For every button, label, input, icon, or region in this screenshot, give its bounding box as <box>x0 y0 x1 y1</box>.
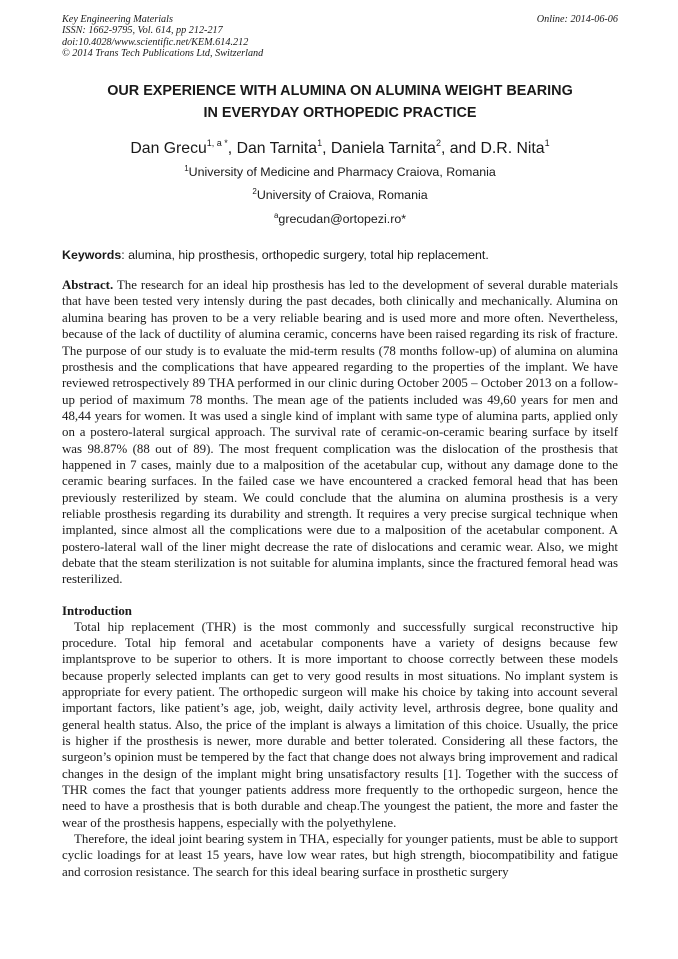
keywords-line <box>62 247 618 263</box>
journal-name: Key Engineering Materials <box>62 14 173 25</box>
author-affiliation-mark: 1 <box>317 137 323 148</box>
affiliation-text: University of Medicine and Pharmacy Craiova, Romania <box>188 164 496 179</box>
abstract-label: Abstract. <box>62 278 114 293</box>
paper-title <box>62 80 618 124</box>
introduction-heading: Introduction <box>62 603 132 618</box>
author-affiliation-mark: 1, a * <box>206 137 228 148</box>
affiliation-1 <box>62 159 618 183</box>
affiliation-2 <box>62 182 618 206</box>
introduction-paragraph-2: Therefore, the ideal joint bearing system in THA, especially for younger patients, must be able to support cyclic loadings for at least 15 years, have low wear rates, but high strength, biocompatibility and fatigue and corrosion resistance. The search for this ideal bearing surface in prosthetic surgery <box>62 832 618 879</box>
keywords-label: Keywords <box>62 248 122 263</box>
affiliation-text: University of Craiova, Romania <box>256 188 428 203</box>
email-text: grecudan@ortopezi.ro* <box>278 211 407 226</box>
online-date: Online: 2014-06-06 <box>536 14 618 25</box>
author-affiliation-mark: 2 <box>435 137 441 148</box>
corresponding-email <box>62 206 618 230</box>
author-affiliation-mark: 1 <box>544 137 550 148</box>
title-line-1: OUR EXPERIENCE WITH ALUMINA ON ALUMINA WEIGHT BEARING <box>107 82 573 99</box>
journal-doi: doi:10.4028/www.scientific.net/KEM.614.212 <box>62 36 249 48</box>
author-name: Dan Grecu <box>130 139 207 157</box>
affiliation-mark: 1 <box>184 163 189 173</box>
author-name: , Dan Tarnita <box>227 139 318 157</box>
keywords-text: : alumina, hip prosthesis, orthopedic surgery, total hip replacement. <box>121 248 489 263</box>
journal-header <box>62 14 618 60</box>
author-list <box>62 133 618 159</box>
journal-issn: ISSN: 1662-9795, Vol. 614, pp 212-217 <box>62 25 223 37</box>
paper-page <box>62 14 618 880</box>
author-name: , and D.R. Nita <box>440 139 545 157</box>
author-name: , Daniela Tarnita <box>322 139 436 157</box>
title-line-2: IN EVERYDAY ORTHOPEDIC PRACTICE <box>203 104 477 121</box>
affiliation-mark: 2 <box>252 187 257 197</box>
abstract-paragraph <box>62 277 618 588</box>
introduction-paragraph-1: Total hip replacement (THR) is the most commonly and successfully surgical reconstructive hip procedure. Total hip femoral and acetabular components have a variety of designs because few implantsprove to be superior to others. It is more important to choose correctly between these models because properly selected implants can get to very good results in most situations. No implant system is appropriate for every patient. The orthopedic surgeon will make his choice by taking into account several important factors, like patient’s age, job, weight, daily activity level, arthrosis degree, bone quality and general health status. Also, the price of the implant is always a limitation of this choice. Usually, the price is higher if the prosthesis is newer, more durable and better tolerated. Considering all these factors, the surgeon’s opinion must be tempered by the fact that change does not always bring improvement and radical changes in the design of the implant might bring unsatisfactory results [1]. Together with the success of THR comes the fact that younger patients address more frequently to the orthopedic surgeon, hence the need to have a prosthesis that is both durable and cheap.The youngest the patient, the more and faster the wear of the prosthesis happens, especially with the polyethylene. <box>62 619 618 830</box>
journal-copyright: © 2014 Trans Tech Publications Ltd, Switzerland <box>62 48 264 60</box>
abstract-text: The research for an ideal hip prosthesis has led to the development of several durable materials that have been tested very intensly during the past decades, both clinically and mechanically. Alumina on alumina bearing has proven to be a very reliable bearing and is used more and more often. Nevertheless, because of the lack of ductility of alumina ceramic, concerns have been raised regarding its risk of fracture. The purpose of our study is to evaluate the mid-term results (78 months follow-up) of alumina on alumina prosthesis and the complications that have appeared regarding to the properties of the implant. We have reviewed retrospectively 89 THA performed in our clinic during October 2005 – October 2013 on a follow-up period of maximum 78 months. The mean age of the patients included was 49,60 years for men and 48,44 years for women. It was used a single kind of implant with same type of alumina parts, applied only on a postero-lateral surgical approach. The survival rate of ceramic-on-ceramic bearing surface by itself was 98.87% (88 out of 89). The most frequent complication was the dislocation of the prosthesis that happened in 7 cases, mainly due to a malposition of the acetabular cup, without any damage done to the ceramic bearing surfaces. In the failed case we have encountered a cracked femoral head that has been previously resterilized by steam. We could conclude that the alumina on alumina prosthesis is a very reliable prosthesis regarding its durability and strength. It requires a very precise surgical technique when implanted, since almost all the complications were due to a malposition of the acetabular component. A postero-lateral wall of the liner might decrease the rate of dislocations and ceramic wear. Also, we might debate that the steam sterilization is not suitable for alumina implants, since the fractured femoral head was resterilized. <box>62 278 618 587</box>
email-mark: a <box>273 210 279 220</box>
